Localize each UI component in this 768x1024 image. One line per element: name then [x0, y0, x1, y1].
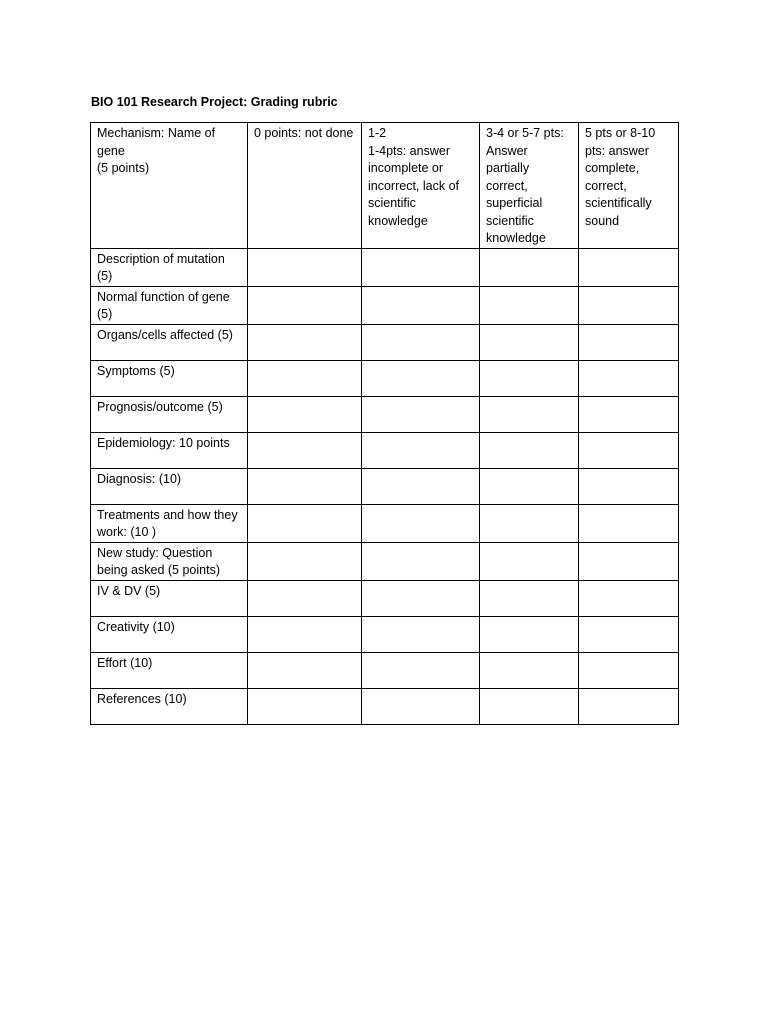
- score-cell: [579, 324, 679, 360]
- criterion-label: Creativity (10): [91, 616, 248, 652]
- page-title: BIO 101 Research Project: Grading rubric: [91, 95, 338, 109]
- score-cell: [248, 688, 362, 724]
- criterion-label: Organs/cells affected (5): [91, 324, 248, 360]
- score-cell: [362, 688, 480, 724]
- score-cell: [362, 360, 480, 396]
- score-level-1-header: 1-2 1-4pts: answer incomplete or incorrect, lack of scientific knowledge: [362, 123, 480, 249]
- score-cell: [579, 360, 679, 396]
- rubric-header-row: [91, 123, 679, 249]
- score-cell: [480, 432, 579, 468]
- table-row: [91, 360, 679, 396]
- score-cell: [579, 504, 679, 542]
- table-row: [91, 432, 679, 468]
- criterion-label: Epidemiology: 10 points: [91, 432, 248, 468]
- score-cell: [362, 324, 480, 360]
- score-cell: [480, 324, 579, 360]
- score-cell: [480, 360, 579, 396]
- score-level-2-header: 3-4 or 5-7 pts: Answer partially correct, superficial scientific knowledge: [480, 123, 579, 249]
- score-cell: [362, 616, 480, 652]
- score-cell: [480, 286, 579, 324]
- criterion-label: References (10): [91, 688, 248, 724]
- score-cell: [362, 542, 480, 580]
- score-cell: [248, 468, 362, 504]
- score-cell: [248, 360, 362, 396]
- score-cell: [579, 468, 679, 504]
- score-cell: [579, 542, 679, 580]
- score-cell: [248, 652, 362, 688]
- criterion-label: Treatments and how they work: (10 ): [91, 504, 248, 542]
- table-row: [91, 286, 679, 324]
- score-cell: [248, 324, 362, 360]
- score-cell: [248, 542, 362, 580]
- table-row: [91, 396, 679, 432]
- criterion-label: Effort (10): [91, 652, 248, 688]
- score-cell: [248, 396, 362, 432]
- criterion-label: New study: Question being asked (5 points): [91, 542, 248, 580]
- grading-rubric-table: [90, 122, 679, 725]
- criterion-header-cell: Mechanism: Name of gene (5 points): [91, 123, 248, 249]
- score-level-3-header: 5 pts or 8-10 pts: answer complete, correct, scientifically sound: [579, 123, 679, 249]
- score-cell: [362, 286, 480, 324]
- score-cell: [480, 468, 579, 504]
- score-cell: [362, 504, 480, 542]
- score-cell: [248, 504, 362, 542]
- score-cell: [579, 248, 679, 286]
- score-cell: [480, 652, 579, 688]
- score-cell: [362, 468, 480, 504]
- table-row: [91, 504, 679, 542]
- table-row: [91, 688, 679, 724]
- table-row: [91, 580, 679, 616]
- score-cell: [480, 616, 579, 652]
- criterion-label: Description of mutation (5): [91, 248, 248, 286]
- score-cell: [362, 652, 480, 688]
- table-row: [91, 542, 679, 580]
- score-cell: [248, 580, 362, 616]
- table-row: [91, 468, 679, 504]
- score-cell: [480, 542, 579, 580]
- criterion-label: Normal function of gene (5): [91, 286, 248, 324]
- score-cell: [579, 396, 679, 432]
- score-cell: [579, 616, 679, 652]
- table-row: [91, 248, 679, 286]
- score-cell: [480, 688, 579, 724]
- score-cell: [248, 248, 362, 286]
- score-cell: [362, 580, 480, 616]
- score-cell: [248, 432, 362, 468]
- score-cell: [579, 652, 679, 688]
- criterion-label: Diagnosis: (10): [91, 468, 248, 504]
- score-cell: [579, 688, 679, 724]
- score-cell: [579, 580, 679, 616]
- table-row: [91, 616, 679, 652]
- criterion-label: IV & DV (5): [91, 580, 248, 616]
- score-cell: [362, 396, 480, 432]
- criterion-label: Prognosis/outcome (5): [91, 396, 248, 432]
- criterion-label: Symptoms (5): [91, 360, 248, 396]
- score-cell: [579, 286, 679, 324]
- score-cell: [579, 432, 679, 468]
- score-cell: [362, 248, 480, 286]
- score-level-0-header: 0 points: not done: [248, 123, 362, 249]
- score-cell: [480, 396, 579, 432]
- score-cell: [248, 286, 362, 324]
- table-row: [91, 324, 679, 360]
- table-row: [91, 652, 679, 688]
- score-cell: [480, 248, 579, 286]
- score-cell: [480, 580, 579, 616]
- score-cell: [480, 504, 579, 542]
- score-cell: [248, 616, 362, 652]
- score-cell: [362, 432, 480, 468]
